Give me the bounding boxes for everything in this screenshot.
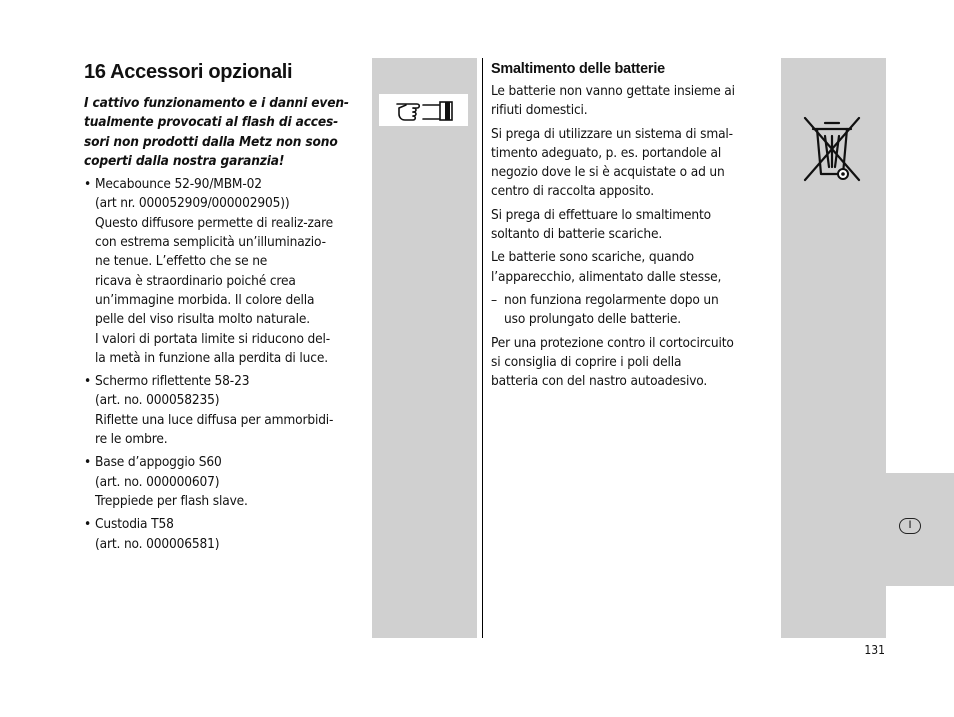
warning-line: coperti dalla nostra garanzia! — [84, 152, 285, 169]
text-line: Le batterie non vanno gettate insieme ai — [491, 83, 735, 99]
item-line: un’immagine morbida. Il colore della — [95, 291, 315, 308]
text-line: uso prolungato delle batterie. — [504, 311, 681, 328]
margin-column-grey — [372, 58, 477, 638]
item-line: Riflette una luce diffusa per ammorbidi- — [95, 411, 334, 428]
paragraph — [491, 334, 776, 392]
accessory-item-mecabounce — [84, 175, 372, 368]
text-line: negozio dove le si è acquistate o ad un — [491, 164, 725, 181]
pointing-hand-manual-icon — [393, 97, 455, 123]
manual-reference-box — [379, 94, 468, 126]
dash-item — [491, 291, 776, 330]
item-line: I valori di portata limite si riducono del- — [95, 330, 331, 347]
item-line: pelle del viso risulta molto naturale. — [95, 311, 310, 328]
paragraph — [491, 248, 776, 287]
accessory-item-stand — [84, 453, 372, 511]
text-line: timento adeguato, p. es. portandole al — [491, 144, 722, 161]
text-line: non funziona regolarmente dopo un — [504, 291, 719, 308]
item-line: con estrema semplicità un’illuminazio- — [95, 234, 326, 251]
section-title: 16 Accessori opzionali — [84, 61, 293, 83]
column-divider — [482, 58, 483, 638]
section-heading: Smaltimento delle batterie — [491, 61, 665, 77]
warning-line: sori non prodotti dalla Metz non sono — [84, 133, 338, 150]
item-line: (art. no. 000000607) — [95, 473, 220, 490]
item-line: Treppiede per flash slave. — [95, 492, 248, 509]
text-line: l’apparecchio, alimentato dalle stesse, — [491, 268, 722, 285]
text-line: Si prega di utilizzare un sistema di smal- — [491, 125, 733, 142]
item-line: • Base d’appoggio S60 — [95, 454, 222, 471]
left-column — [84, 58, 372, 558]
text-line: centro di raccolta apposito. — [491, 183, 654, 200]
item-line: ne tenue. L’effetto che se ne — [95, 253, 268, 270]
accessory-item-reflector — [84, 372, 372, 449]
warning-line: I cattivo funzionamento e i danni even- — [84, 95, 349, 111]
warranty-warning — [84, 94, 372, 171]
item-line: (art. no. 000006581) — [95, 535, 220, 552]
text-line: Si prega di effettuare lo smaltimento — [491, 206, 711, 223]
item-line: (art. no. 000058235) — [95, 392, 220, 409]
text-line: si consiglia di coprire i poli della — [491, 353, 682, 370]
item-line: • Schermo riflettente 58-23 — [95, 373, 250, 390]
text-line: batteria con del nastro autoadesivo. — [491, 373, 708, 390]
warning-line: tualmente provocati al flash di acces- — [84, 114, 339, 131]
language-badge: I — [899, 518, 921, 534]
dash-mark: – — [491, 291, 497, 308]
page-number: 131 — [864, 643, 885, 657]
item-line: • Mecabounce 52-90/MBM-02 — [95, 176, 262, 193]
accessory-item-case — [84, 515, 372, 554]
accessory-list — [84, 175, 372, 554]
text-line: Per una protezione contro il cortocircuito — [491, 334, 734, 351]
text-line: rifiuti domestici. — [491, 102, 588, 119]
item-line: (art nr. 000052909/000002905)) — [95, 195, 290, 212]
paragraph — [491, 125, 776, 202]
item-line: Questo diffusore permette di realiz-zare — [95, 214, 334, 231]
crossed-out-wheelie-bin-icon — [800, 114, 864, 186]
text-line: Le batterie sono scariche, quando — [491, 249, 694, 266]
item-line: re le ombre. — [95, 431, 168, 448]
item-line: ricava è straordinario poiché crea — [95, 272, 296, 289]
item-line: la metà in funzione alla perdita di luce. — [95, 349, 328, 366]
right-column — [491, 58, 776, 395]
item-line: • Custodia T58 — [95, 516, 174, 533]
text-line: soltanto di batterie scariche. — [491, 226, 663, 243]
paragraph — [491, 82, 776, 121]
paragraph — [491, 206, 776, 245]
